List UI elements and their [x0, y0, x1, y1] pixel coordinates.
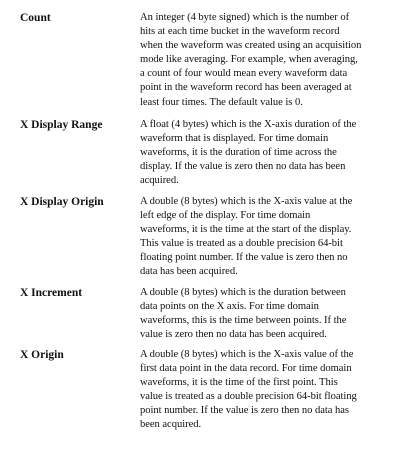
- term-count: Count: [20, 12, 51, 24]
- term-x-origin: X Origin: [20, 349, 64, 361]
- description-line: A float (4 bytes) which is the X-axis duration of the: [140, 119, 357, 130]
- description-line: This value is treated as a double precision 64-bit: [140, 238, 343, 250]
- term-x-display-range: X Display Range: [20, 119, 103, 131]
- description-line: least four times. The default value is 0.: [140, 96, 303, 108]
- description-line: acquired.: [140, 175, 179, 187]
- description-line: value is treated as a double precision 64-bit floating: [140, 391, 357, 403]
- description-line: waveform that is displayed. For time domain: [140, 133, 329, 145]
- description-line: first data point in the data record. For time domain: [140, 363, 352, 375]
- description-line: when the waveform was created using an acquisition: [140, 40, 362, 52]
- description-x-origin: [140, 348, 398, 433]
- description-line: point number. If the value is zero then no data has: [140, 405, 349, 417]
- description-line: point in the waveform record has been averaged at: [140, 82, 352, 94]
- description-line: display. If the value is zero then no data has been: [140, 161, 346, 173]
- description-line: A double (8 bytes) which is the X-axis value of the: [140, 349, 354, 360]
- description-line: waveforms, this is the time between points. If the: [140, 315, 347, 327]
- description-x-display-range: [140, 118, 398, 188]
- term-x-increment: X Increment: [20, 287, 83, 299]
- description-line: waveforms, it is the time of the first point. This: [140, 377, 338, 389]
- description-line: A double (8 bytes) which is the X-axis value at the: [140, 196, 353, 207]
- description-count: [140, 11, 398, 110]
- description-line: mode like averaging. For example, when averaging,: [140, 54, 358, 66]
- description-x-display-origin: [140, 195, 398, 280]
- description-line: left edge of the display. For time domain: [140, 210, 311, 222]
- description-line: data has been acquired.: [140, 266, 238, 278]
- description-line: A double (8 bytes) which is the duration between: [140, 287, 346, 298]
- description-line: hits at each time bucket in the waveform record: [140, 26, 340, 38]
- description-line: value is zero then no data has been acquired.: [140, 329, 327, 341]
- description-x-increment: [140, 286, 398, 342]
- description-line: been acquired.: [140, 419, 202, 431]
- description-line: waveforms, it is the duration of time across the: [140, 147, 337, 159]
- description-line: An integer (4 byte signed) which is the number of: [140, 12, 350, 23]
- term-x-display-origin: X Display Origin: [20, 196, 104, 208]
- description-line: waveforms, it is the time at the start of the display.: [140, 224, 352, 236]
- description-line: data points on the X axis. For time domain: [140, 301, 319, 313]
- description-line: a count of four would mean every waveform data: [140, 68, 348, 80]
- description-line: floating point number. If the value is zero then no: [140, 252, 348, 264]
